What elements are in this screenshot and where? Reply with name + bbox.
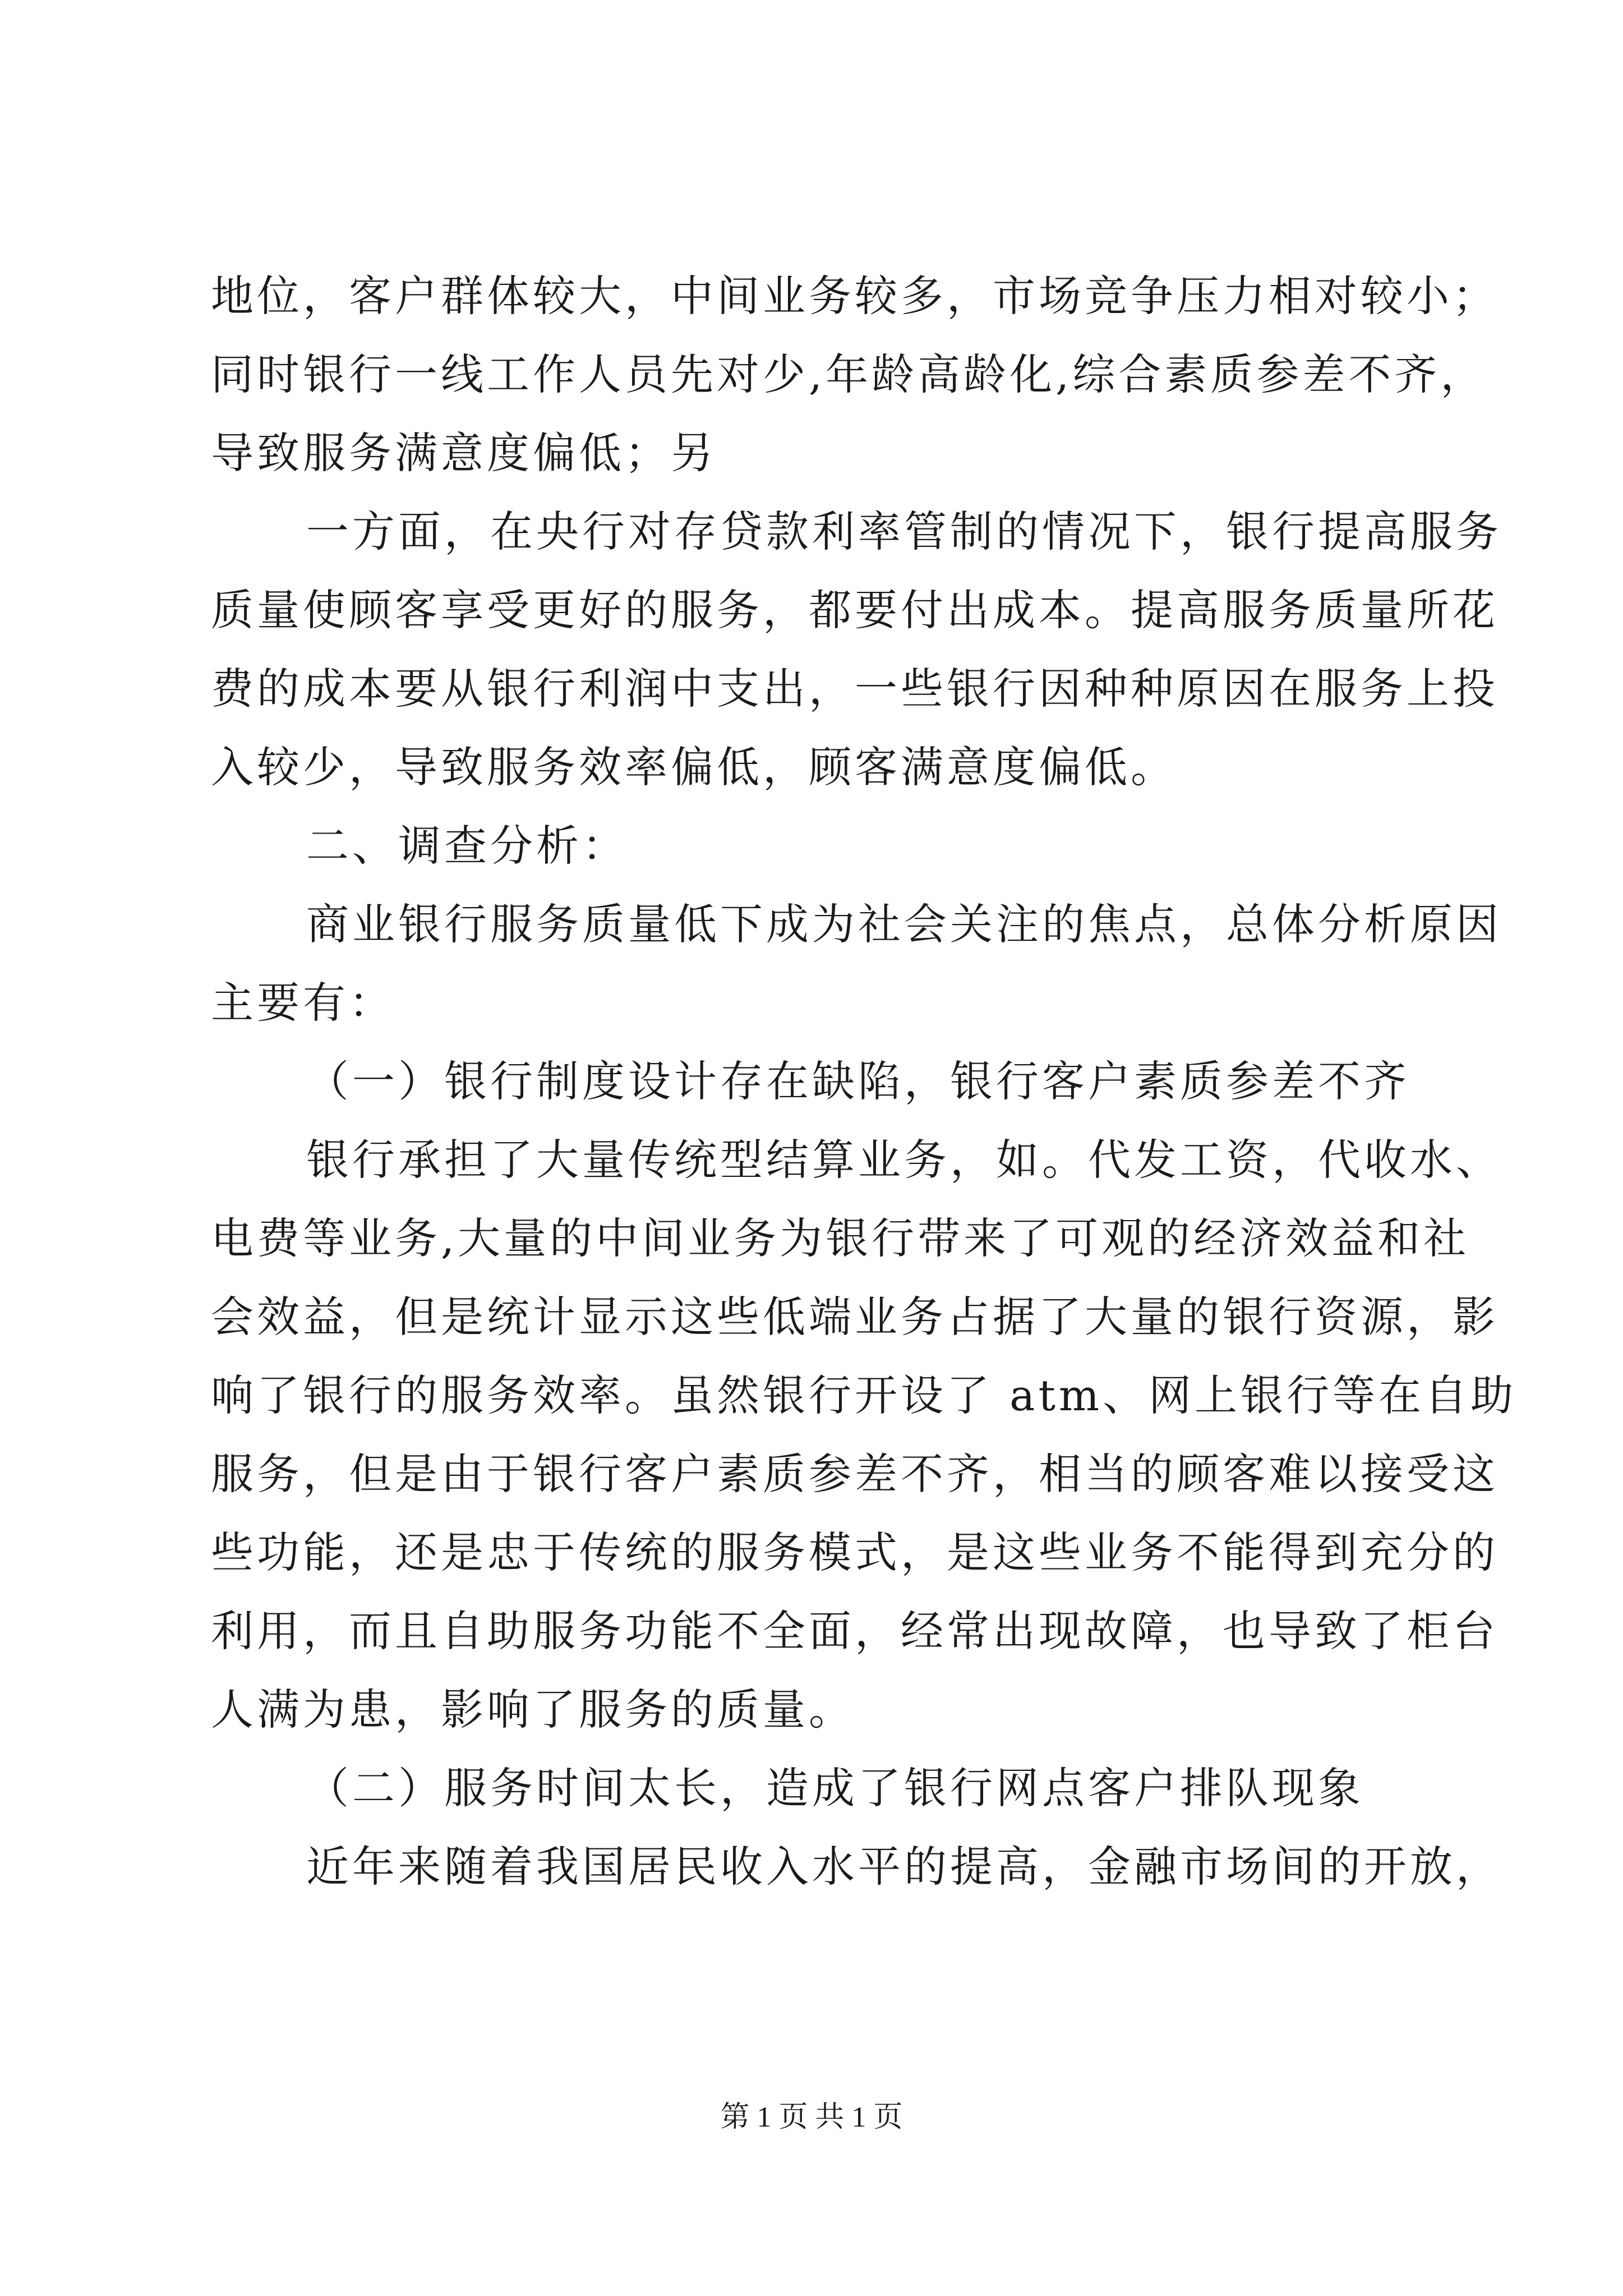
body-line: 响了银行的服务效率。虽然银行开设了 atm、网上银行等在自助 <box>211 1370 1517 1420</box>
body-line: 质量使顾客享受更好的服务，都要付出成本。提高服务质量所花 <box>211 585 1498 635</box>
body-line: 商业银行服务质量低下成为社会关注的焦点，总体分析原因 <box>306 899 1502 949</box>
body-line: 人满为患，影响了服务的质量。 <box>211 1685 855 1734</box>
subsection-heading: （二）服务时间太长，造成了银行网点客户排队现象 <box>306 1763 1364 1813</box>
body-line: 服务，但是由于银行客户素质参差不齐，相当的顾客难以接受这 <box>211 1449 1498 1499</box>
body-line: 会效益，但是统计显示这些低端业务占据了大量的银行资源，影 <box>211 1292 1498 1342</box>
body-line: 费的成本要从银行利润中支出，一些银行因种种原因在服务上投 <box>211 664 1498 714</box>
section-heading: 二、调查分析： <box>306 821 628 871</box>
body-line: 地位，客户群体较大，中间业务较多，市场竞争压力相对较小； <box>211 271 1498 321</box>
body-line: 电费等业务,大量的中间业务为银行带来了可观的经济效益和社 <box>211 1213 1470 1263</box>
body-line: 主要有： <box>211 978 395 1028</box>
body-line: 导致服务满意度偏低；另 <box>211 428 717 478</box>
body-line: 入较少，导致服务效率偏低，顾客满意度偏低。 <box>211 742 1177 792</box>
page-number-footer: 第 1 页 共 1 页 <box>720 2101 903 2133</box>
body-line: 银行承担了大量传统型结算业务，如。代发工资，代收水、 <box>306 1135 1502 1185</box>
body-line: 同时银行一线工作人员先对少,年龄高龄化,综合素质参差不齐， <box>211 349 1487 399</box>
body-line: 近年来随着我国居民收入水平的提高，金融市场间的开放， <box>306 1842 1502 1892</box>
body-line: 一方面，在央行对存贷款利率管制的情况下，银行提高服务 <box>306 507 1502 556</box>
body-line: 些功能，还是忠于传统的服务模式，是这些业务不能得到充分的 <box>211 1527 1498 1577</box>
body-line: 利用，而且自助服务功能不全面，经常出现故障，也导致了柜台 <box>211 1606 1498 1656</box>
subsection-heading: （一）银行制度设计存在缺陷，银行客户素质参差不齐 <box>306 1056 1410 1106</box>
